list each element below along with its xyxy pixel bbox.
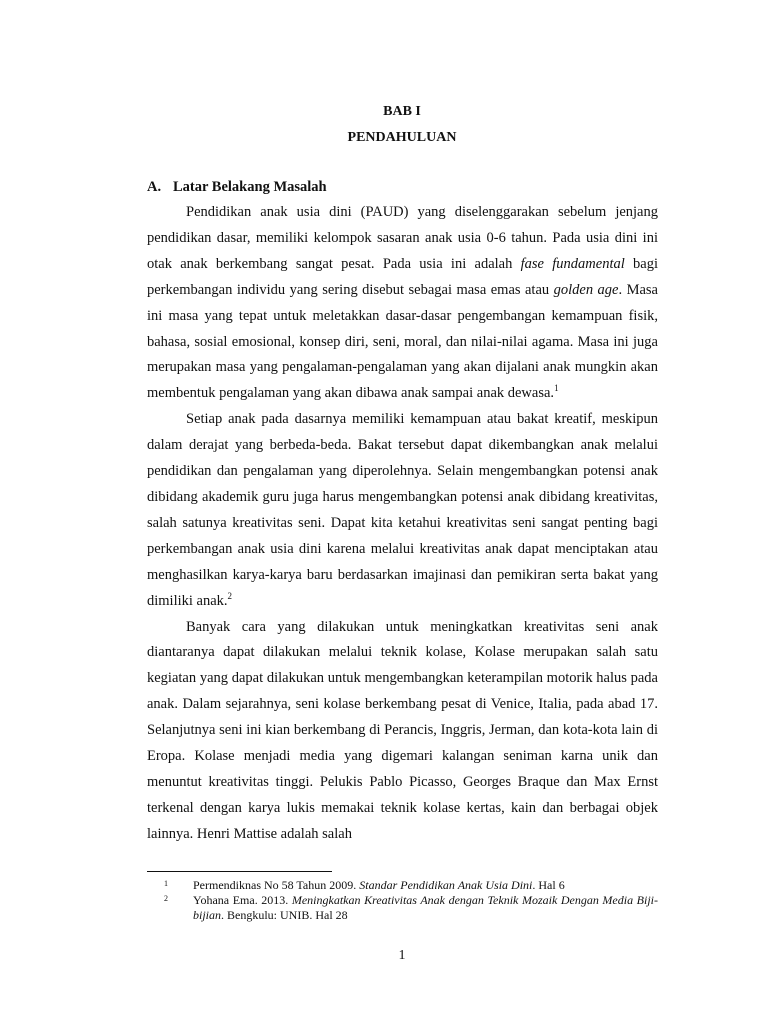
paragraph-2 — [147, 407, 658, 614]
body-text — [147, 200, 658, 848]
paragraph-1-text-a: Pendidikan anak usia dini (PAUD) yang diselenggarakan sebelum jenjang pendidikan dasar, memiliki kelompok sasaran anak usia 0-6 tahun. Pada usia dini ini otak anak berkembang sangat pesat. Pada usia ini adalah — [147, 204, 658, 272]
page-number: 1 — [398, 948, 406, 963]
footnote-1-text-a: Permendiknas No 58 Tahun 2009. — [193, 878, 360, 892]
paragraph-1-italic-1: fase fundamental — [520, 255, 625, 272]
footnote-ref-1: 1 — [554, 383, 559, 394]
paragraph-3-text: Banyak cara yang dilakukan untuk meningkatkan kreativitas seni anak diantaranya dapat dilakukan melalui teknik kolase, Kolase merupakan salah satu kegiatan yang dapat dilakukan untuk mengembangkan keterampilan motorik halus pada anak. Dalam sejarahnya, seni kolase berkembang pesat di Venice, Italia, pada abad 17. Selanjutnya seni ini kian berkembang di Perancis, Inggris, Jerman, dan kota-kota lain di Eropa. Kolase menjadi media yang digemari kalangan seniman karna unik dan menuntut kreativitas tinggi. Pelukis Pablo Picasso, Georges Braque dan Max Ernst terkenal dengan karya lukis memakai teknik kolase kertas, kain dan berbagai objek lainnya. Henri Mattise adalah salah — [147, 618, 658, 842]
footnote-1-italic: Standar Pendidikan Anak Usia Dini — [359, 878, 533, 892]
footnote-2-text-a: Yohana Ema. 2013. — [193, 893, 292, 907]
footnote-1-text-b: . Hal 6 — [532, 878, 565, 892]
chapter-number: BAB I — [383, 104, 421, 119]
section-heading — [147, 179, 327, 196]
footnote-ref-2: 2 — [227, 590, 233, 601]
footnote-1 — [147, 878, 658, 893]
paragraph-1 — [147, 200, 658, 407]
footnote-2-text-b: . Bengkulu: UNIB. Hal 28 — [221, 908, 348, 922]
paragraph-1-text-c: . Masa ini masa yang tepat untuk meletakkan dasar-dasar pengembangan kemampuan fisik, bahasa, sosial emosional, konsep diri, seni, moral, dan nilai-nilai agama. Masa ini juga merupakan masa yang pengalaman-pengalaman yang akan dijalani anak mungkin akan membentuk pengalaman yang akan dibawa anak sampai anak dewasa. — [147, 281, 658, 402]
footnote-separator — [147, 871, 332, 872]
paragraph-1-text-b: bagi perkembangan individu yang sering disebut sebagai masa emas atau — [147, 255, 658, 298]
paragraph-1-italic-2: golden age — [553, 281, 619, 298]
paragraph-3 — [147, 615, 658, 848]
paragraph-2-text: Setiap anak pada dasarnya memiliki kemampuan atau bakat kreatif, meskipun dalam derajat yang berbeda-beda. Bakat tersebut dapat dikembangkan anak melalui pendidikan dan pengalaman yang diperolehnya. Selain mengembangkan potensi anak dibidang akademik guru juga harus mengembangkan potensi anak dibidang kreativitas, salah satunya kreativitas seni. Dapat kita ketahui kreativitas seni sangat penting bagi perkembangan anak usia dini karena melalui kreativitas anak dapat menciptakan atau menghasilkan karya-karya baru berdasarkan imajinasi dan pemikiran serta bakat yang dimiliki anak. — [147, 411, 658, 609]
section-title: Latar Belakang Masalah — [173, 179, 327, 195]
footnote-2-italic: Meningkatkan Kreativitas Anak dengan Teknik Mozaik Dengan Media Biji-bijian — [193, 893, 659, 922]
chapter-title: PENDAHULUAN — [347, 130, 457, 145]
section-letter: A. — [147, 179, 162, 195]
footnote-2-number: 2 — [164, 894, 168, 903]
footnote-2 — [147, 893, 658, 923]
footnote-1-number: 1 — [164, 879, 168, 888]
